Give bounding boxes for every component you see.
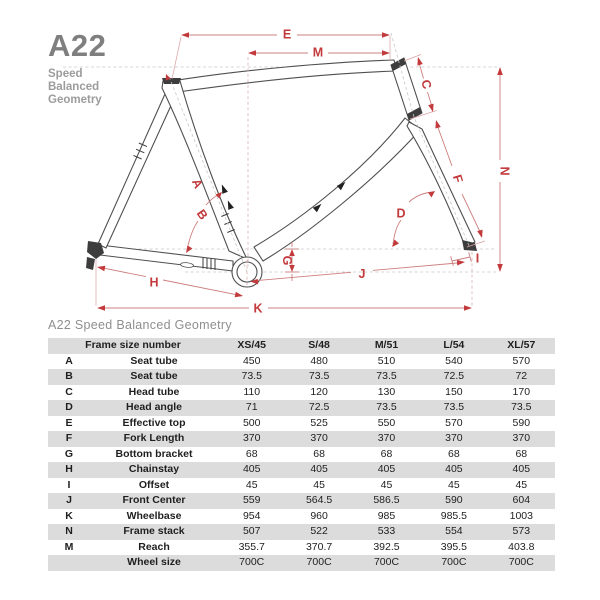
table-row	[48, 509, 555, 525]
table-row	[48, 369, 555, 385]
dim-label-n: N	[497, 166, 512, 176]
row-value: 573	[512, 525, 531, 537]
size-column-header: S/48	[308, 339, 330, 351]
row-name: Chainstay	[128, 463, 180, 475]
row-letter: B	[65, 370, 73, 382]
row-value: 68	[245, 447, 258, 460]
row-letter: G	[64, 447, 74, 460]
row-value: 985.5	[440, 509, 468, 522]
row-value: 120	[310, 385, 328, 398]
row-letter: M	[64, 540, 74, 553]
row-value: 45	[448, 478, 460, 491]
dim-label-i: I	[475, 251, 480, 266]
dim-label-a: A	[188, 176, 206, 191]
row-value: 1003	[509, 509, 533, 522]
row-value: 355.7	[238, 540, 265, 553]
row-value: 405	[512, 463, 531, 475]
row-value: 405	[377, 463, 396, 475]
row-value: 450	[242, 354, 261, 367]
row-letter: C	[65, 385, 73, 398]
row-value: 533	[377, 525, 396, 537]
table-row	[48, 400, 555, 416]
row-value: 570	[445, 416, 463, 429]
row-letter: A	[65, 354, 73, 367]
row-value: 68	[448, 447, 460, 460]
row-value: 370	[242, 432, 261, 444]
row-value: 392.5	[373, 540, 400, 553]
row-value: 68	[313, 447, 325, 460]
geometry-section	[48, 318, 555, 571]
table-row	[48, 431, 555, 447]
row-value: 73.5	[376, 401, 397, 413]
row-value: 570	[512, 354, 531, 367]
row-value: 370	[512, 432, 531, 444]
row-value: 395.5	[440, 540, 468, 553]
dim-label-g: G	[280, 255, 295, 266]
row-value: 73.5	[308, 370, 330, 382]
row-value: 554	[445, 525, 463, 537]
dim-label-d: D	[396, 206, 406, 221]
table-row	[48, 416, 555, 432]
row-value: 45	[245, 478, 258, 491]
row-value: 71	[245, 401, 258, 413]
dim-label-h: H	[149, 275, 159, 290]
row-value: 370	[377, 432, 396, 444]
size-column-header: M/51	[374, 339, 399, 351]
table-row	[48, 447, 555, 463]
row-value: 130	[377, 385, 396, 398]
row-value: 604	[512, 494, 531, 506]
row-value: 510	[377, 354, 396, 367]
row-letter: K	[65, 509, 73, 522]
row-value: 590	[512, 416, 531, 429]
row-letter: J	[66, 494, 72, 506]
row-value: 72.5	[308, 401, 330, 413]
row-value: 405	[445, 463, 463, 475]
row-letter: E	[65, 416, 73, 429]
seatstay-tube	[98, 94, 174, 248]
row-value: 72.5	[443, 370, 465, 382]
dim-label-j: J	[358, 266, 366, 281]
tagline-line-3: Geometry	[48, 94, 102, 106]
row-value: 954	[242, 509, 261, 522]
row-value: 480	[310, 354, 328, 367]
row-value: 507	[242, 525, 261, 537]
row-value: 700C	[306, 556, 332, 568]
bike-frame	[86, 58, 480, 290]
table-row	[48, 493, 555, 509]
dim-label-f: F	[449, 173, 466, 185]
row-name: Fork Length	[123, 432, 185, 444]
row-name: Head tube	[128, 385, 180, 398]
derailleur-hanger	[86, 257, 95, 270]
tagline-line-2: Balanced	[48, 81, 100, 93]
row-value: 110	[243, 385, 261, 398]
dim-label-k: K	[253, 301, 263, 316]
row-value: 522	[310, 525, 328, 537]
table-row	[48, 524, 555, 540]
row-value: 700C	[373, 556, 400, 568]
row-value: 73.5	[443, 401, 465, 413]
row-letter: N	[65, 525, 73, 537]
table-row	[48, 540, 555, 556]
row-letter	[48, 555, 90, 571]
top-tube	[172, 60, 397, 92]
row-letter: I	[67, 478, 71, 491]
tagline-line-1: Speed	[48, 68, 83, 80]
fork-blade	[407, 122, 475, 246]
table-title: A22 Speed Balanced Geometry	[48, 318, 232, 332]
row-value: 405	[242, 463, 261, 475]
size-column-header: XL/57	[507, 339, 536, 351]
row-value: 73.5	[241, 370, 262, 382]
dim-label-e: E	[282, 27, 292, 42]
row-value: 170	[512, 385, 531, 398]
size-column-header: L/54	[443, 339, 465, 351]
row-value: 985	[377, 509, 396, 522]
row-name: Effective top	[122, 416, 186, 429]
row-value: 370	[445, 432, 463, 444]
row-value: 403.8	[508, 540, 535, 553]
row-name: Offset	[138, 478, 170, 491]
table-row	[48, 354, 555, 370]
dim-label-c: C	[418, 78, 435, 91]
row-value: 68	[515, 447, 528, 460]
seat-tube	[162, 81, 247, 259]
size-column-header: XS/45	[237, 339, 267, 351]
row-value: 590	[445, 494, 463, 506]
row-value: 500	[242, 416, 261, 429]
geometry-table	[48, 338, 555, 571]
row-value: 45	[515, 478, 528, 491]
row-name: Seat tube	[130, 354, 178, 367]
row-value: 550	[377, 416, 396, 429]
row-letter: H	[65, 463, 73, 475]
row-name: Frame stack	[123, 525, 185, 537]
row-value: 370	[310, 432, 328, 444]
row-value: 559	[242, 494, 261, 506]
model-name: A22	[48, 28, 107, 63]
frame-size-header: Frame size number	[85, 339, 181, 351]
row-value: 73.5	[376, 370, 397, 382]
row-value: 72	[515, 370, 528, 382]
row-value: 45	[313, 478, 325, 491]
row-value: 700C	[508, 556, 534, 568]
row-value: 586.5	[373, 494, 400, 506]
row-name: Front Center	[122, 494, 186, 506]
row-value: 540	[445, 354, 463, 367]
row-value: 960	[310, 509, 328, 522]
row-name: Wheel size	[127, 556, 181, 568]
row-value: 405	[310, 463, 328, 475]
row-name: Head angle	[125, 401, 183, 413]
table-header-row	[48, 338, 555, 354]
row-value: 525	[310, 416, 328, 429]
row-value: 68	[380, 447, 393, 460]
geometry-table-body	[48, 354, 555, 571]
row-value: 370.7	[305, 540, 333, 553]
row-name: Reach	[138, 540, 170, 553]
row-name: Bottom bracket	[115, 447, 193, 460]
down-tube	[254, 118, 420, 261]
row-value: 45	[380, 478, 393, 491]
dim-label-m: M	[312, 45, 324, 60]
row-letter: D	[65, 401, 73, 413]
table-row	[48, 478, 555, 494]
dim-label-b: B	[193, 206, 211, 223]
row-value: 700C	[239, 556, 265, 568]
row-value: 700C	[441, 556, 467, 568]
row-value: 564.5	[305, 494, 333, 506]
row-letter: F	[65, 432, 73, 444]
table-row	[48, 555, 555, 571]
row-value: 150	[445, 385, 463, 398]
row-name: Wheelbase	[126, 509, 182, 522]
row-value: 73.5	[511, 401, 532, 413]
table-row	[48, 385, 555, 401]
row-name: Seat tube	[130, 370, 178, 382]
table-row	[48, 462, 555, 478]
